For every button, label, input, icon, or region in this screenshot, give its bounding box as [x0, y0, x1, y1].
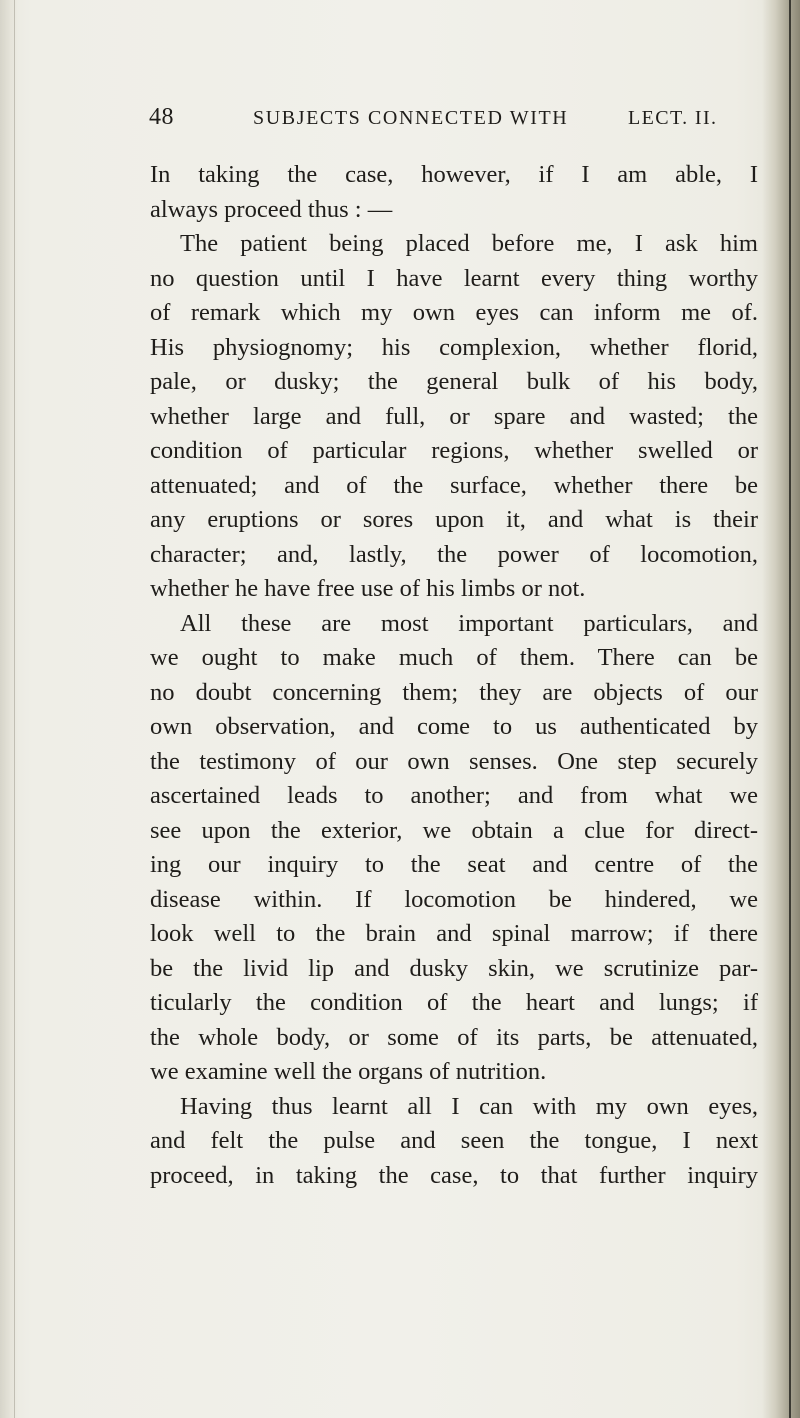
text-line: ing our inquiry to the seat and centre of the: [150, 851, 758, 878]
text-line: whether large and full, or spare and wasted; the: [150, 402, 758, 430]
text-line: condition of particular regions, whether swelled or: [150, 437, 758, 464]
running-head: SUBJECTS CONNECTED WITH: [253, 107, 569, 129]
text-line: Having thus learnt all I can with my own eyes,: [180, 1092, 758, 1120]
text-line: we ought to make much of them. There can be: [150, 644, 758, 671]
page-number: 48: [149, 104, 174, 130]
text-line: the testimony of our own senses. One step securely: [150, 747, 758, 775]
text-line: own observation, and come to us authenticated by: [150, 713, 758, 740]
text-line: be the livid lip and dusky skin, we scrutinize par-: [150, 954, 758, 982]
text-line: and felt the pulse and seen the tongue, I next: [150, 1127, 758, 1154]
text-line: attenuated; and of the surface, whether there be: [150, 471, 758, 499]
text-line: see upon the exterior, we obtain a clue for direct-: [150, 816, 758, 844]
right-binding-line: [789, 0, 791, 1418]
lecture-label: LECT. II.: [628, 107, 718, 129]
left-page-edge: [0, 0, 18, 1418]
text-line: The patient being placed before me, I ask him: [180, 230, 758, 257]
text-line: disease within. If locomotion be hindered, we: [150, 885, 758, 913]
text-line: In taking the case, however, if I am able, I: [150, 161, 758, 188]
text-line: no doubt concerning them; they are objects of our: [150, 678, 758, 706]
text-line: whether he have free use of his limbs or not.: [150, 575, 586, 602]
text-line: we examine well the organs of nutrition.: [150, 1058, 547, 1085]
text-line: All these are most important particulars, and: [180, 609, 758, 637]
right-page-edge: [762, 0, 800, 1418]
text-line: character; and, lastly, the power of locomotion,: [150, 540, 758, 568]
text-line: always proceed thus : —: [150, 195, 393, 223]
text-line: look well to the brain and spinal marrow; if there: [150, 920, 758, 947]
text-line: ascertained leads to another; and from what we: [150, 782, 758, 809]
body-text: [150, 158, 758, 1193]
text-line: ticularly the condition of the heart and lungs; if: [150, 989, 758, 1016]
text-line: any eruptions or sores upon it, and what is their: [150, 506, 758, 533]
text-line: of remark which my own eyes can inform me of.: [150, 299, 758, 326]
text-line: His physiognomy; his complexion, whether florid,: [150, 333, 758, 361]
text-line: pale, or dusky; the general bulk of his body,: [150, 368, 758, 395]
text-line: proceed, in taking the case, to that further inquiry: [150, 1161, 758, 1189]
text-line: no question until I have learnt every thing worthy: [150, 264, 758, 292]
page-header: [0, 104, 800, 144]
left-binding-line: [14, 0, 15, 1418]
text-line: the whole body, or some of its parts, be attenuated,: [150, 1023, 758, 1051]
